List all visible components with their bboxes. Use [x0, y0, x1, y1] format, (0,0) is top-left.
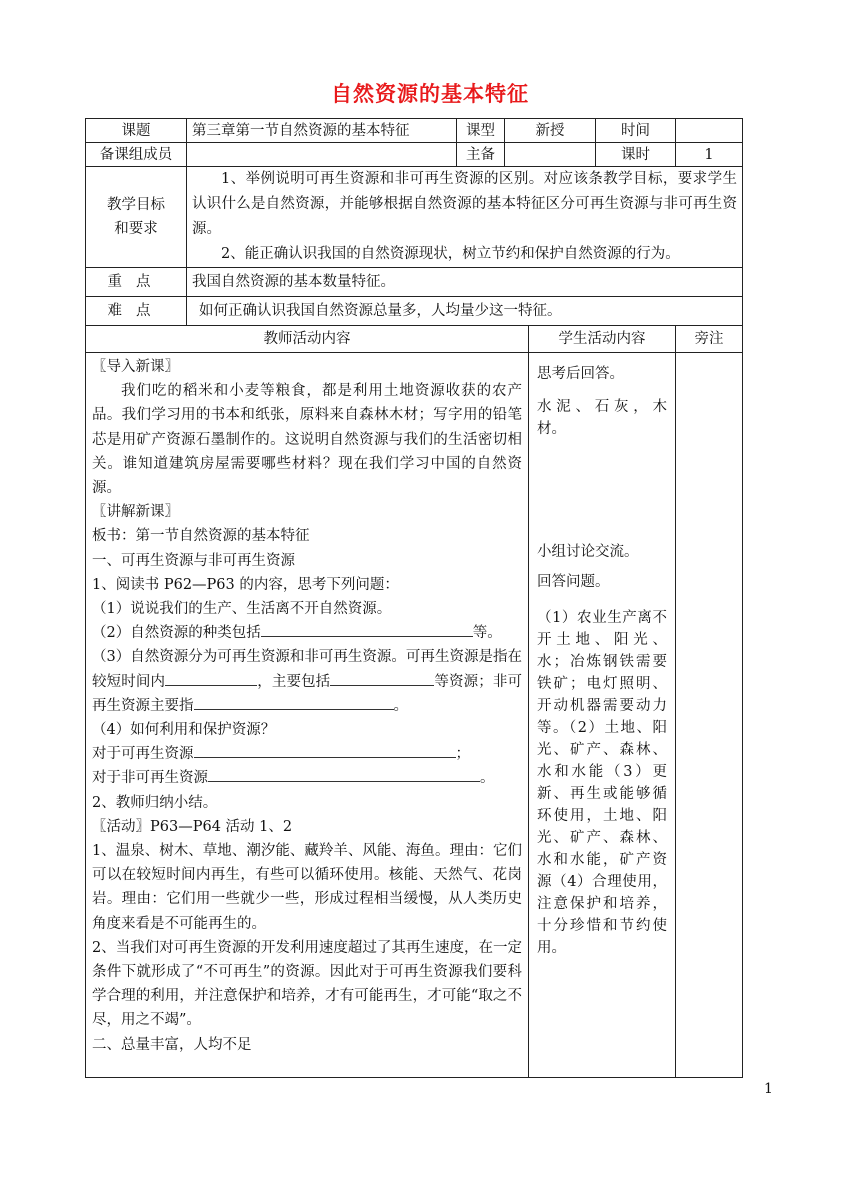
question-3-part-3: 等资源；非可再生资源主要指: [92, 673, 523, 714]
question-1: （1）说说我们的生产、生活离不开自然资源。: [92, 601, 392, 618]
question-2: [92, 621, 522, 645]
student-activity-cell: [529, 353, 676, 1078]
student-response-1: 思考后回答。: [537, 366, 624, 382]
difficulty-row: [86, 297, 743, 326]
explain-heading: 〖讲解新课〗: [92, 504, 179, 521]
answer-blank[interactable]: [194, 694, 394, 710]
hours-value: 1: [676, 143, 743, 167]
student-column-header: 学生活动内容: [529, 326, 676, 353]
question-2-start: （2）自然资源的种类包括: [92, 625, 261, 642]
intro-heading: 〖导入新课〗: [92, 359, 179, 375]
goal-2: 2、能正确认识我国的自然资源现状，树立节约和保护自然资源的行为。: [221, 246, 680, 262]
student-response-5: （1）农业生产离不开土地、阳光、水；冶炼钢铁需要铁矿；电灯照明、开动机器需要动力等。（2）土地、阳光、矿产、森林、水和水能（3）更新、再生或能够循环使用，土地、阳光、矿产、森林、水和水能，矿产资源（4）合理使用，注意保护和培养，十分珍惜和节约使用。: [537, 610, 667, 956]
question-4-renewable: [92, 742, 522, 766]
goals-content: [187, 167, 743, 268]
content-row: [86, 353, 743, 1078]
difficulty-value: 如何正确认识我国自然资源总量多，人均量少这一特征。: [187, 297, 743, 326]
document-title: 自然资源的基本特征: [331, 81, 529, 106]
answer-blank[interactable]: [194, 742, 456, 758]
question-4: （4）如何利用和保护资源？: [92, 722, 276, 739]
board-text: 板书：第一节自然资源的基本特征: [92, 528, 310, 545]
header-row-2: [86, 143, 743, 167]
lead-value: [505, 143, 596, 167]
renewable-suffix: ；: [455, 746, 470, 763]
key-point-row: [86, 268, 743, 297]
notes-cell: [676, 353, 743, 1078]
question-3: [92, 645, 522, 718]
question-2-end: 等。: [472, 625, 502, 642]
activity-1-answer: 1、温泉、树木、草地、潮汐能、藏羚羊、风能、海鱼。理由：它们可以在较短时间内再生，有些可以循环使用。核能、天然气、花岗岩。理由：它们用一些就少一些，形成过程相当缓慢，从人类历史角度来看是不可能再生的。: [92, 843, 522, 932]
answer-blank[interactable]: [330, 670, 434, 686]
type-value: 新授: [505, 119, 596, 143]
answer-blank[interactable]: [165, 670, 257, 686]
activity-heading: 〖活动〗P63—P64 活动 1、2: [92, 818, 293, 835]
lead-label: 主备: [457, 143, 505, 167]
difficulty-label: 难点: [86, 297, 187, 326]
section-2-heading: 二、总量丰富，人均不足: [92, 1036, 252, 1053]
renewable-prefix: 对于可再生资源: [92, 746, 194, 763]
question-3-part-2: ，主要包括: [257, 673, 331, 690]
notes-column-header: 旁注: [676, 326, 743, 353]
question-4-nonrenewable: [92, 766, 522, 790]
nonrenewable-prefix: 对于非可再生资源: [92, 770, 208, 787]
key-point-value: 我国自然资源的基本数量特征。: [187, 268, 743, 297]
answer-blank[interactable]: [261, 621, 473, 637]
goals-label: [86, 167, 187, 268]
type-label: 课型: [457, 119, 505, 143]
page-number: 1: [764, 1081, 773, 1097]
topic-label: 课题: [86, 119, 187, 143]
answer-blank[interactable]: [208, 766, 480, 782]
student-response-2: 水泥、石灰，木材。: [537, 399, 667, 437]
goals-label-line2: 和要求: [114, 221, 158, 237]
group-value: [187, 143, 457, 167]
teacher-summary: 2、教师归纳小结。: [92, 794, 218, 811]
section-1-heading: 一、可再生资源与非可再生资源: [92, 552, 295, 569]
time-label: 时间: [596, 119, 676, 143]
goal-1: 1、举例说明可再生资源和非可再生资源的区别。对应该条教学目标，要求学生认识什么是自然资源，并能够根据自然资源的基本特征区分可再生资源与非可再生资源。: [192, 171, 737, 237]
goals-label-line1: 教学目标: [107, 197, 165, 213]
reading-task: 1、阅读书 P62—P63 的内容，思考下列问题：: [92, 576, 399, 593]
student-response-4: 回答问题。: [537, 574, 610, 590]
time-value: [676, 119, 743, 143]
question-3-end: 。: [393, 697, 408, 714]
activity-2-answer: 2、当我们对可再生资源的开发利用速度超过了其再生速度，在一定条件下就形成了“不可再生”的资源。因此对于可再生资源我们要科学合理的利用，并注意保护和培养，才有可能再生，才可能“取之不尽，用之不竭”。: [92, 939, 522, 1029]
nonrenewable-suffix: 。: [480, 770, 495, 787]
topic-value: 第三章第一节自然资源的基本特征: [187, 119, 457, 143]
lesson-plan-table: [85, 118, 743, 1078]
teacher-column-header: 教师活动内容: [86, 326, 529, 353]
header-row-1: [86, 119, 743, 143]
hours-label: 课时: [596, 143, 676, 167]
key-point-label: 重点: [86, 268, 187, 297]
group-label: 备课组成员: [86, 143, 187, 167]
intro-text: 我们吃的稻米和小麦等粮食，都是利用土地资源收获的农产品。我们学习用的书本和纸张，原料来自森林木材；写字用的铅笔芯是用矿产资源石墨制作的。这说明自然资源与我们的生活密切相关。谁知道建筑房屋需要哪些材料？现在我们学习中国的自然资源。: [92, 383, 522, 497]
student-response-3: 小组讨论交流。: [537, 544, 639, 560]
column-header-row: [86, 326, 743, 353]
goals-row: [86, 167, 743, 268]
teacher-activity-cell: [86, 353, 529, 1078]
question-3-part-1: （3）自然资源分为可再生资源和非可再生资源。可再生资源是指在较短时间内: [92, 649, 522, 690]
